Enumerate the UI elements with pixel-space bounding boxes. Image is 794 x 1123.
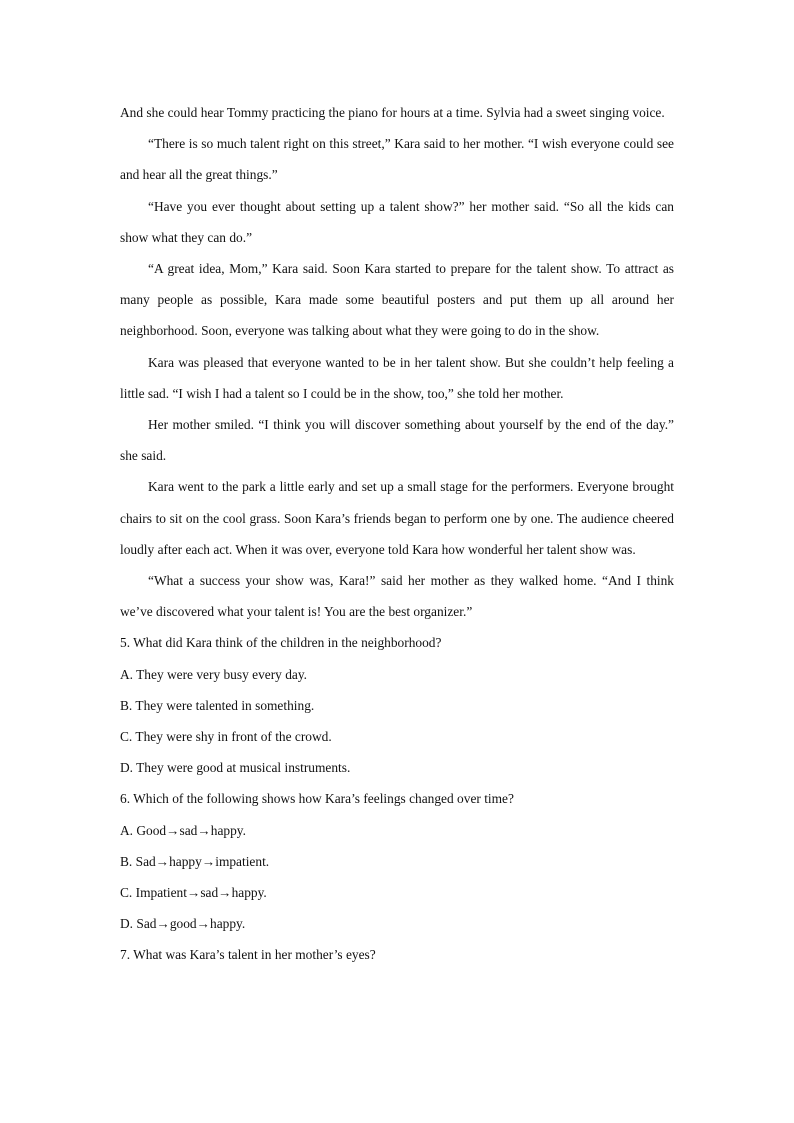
answer-option: A. Good→sad→happy. bbox=[120, 822, 246, 838]
answer-option: C. They were shy in front of the crowd. bbox=[120, 729, 332, 745]
passage-paragraph-5: Kara was pleased that everyone wanted to be in her talent show. But she couldn’t help feeling a little sad. “I wish I had a talent so I could be in the show, too,” she told her mother. bbox=[120, 354, 674, 401]
question-stem: 5. What did Kara think of the children in the neighborhood? bbox=[120, 635, 442, 651]
answer-option: B. Sad→happy→impatient. bbox=[120, 853, 270, 869]
passage-paragraph-7: Kara went to the park a little early and set up a small stage for the performers. Everyone brought chairs to sit on the cool grass. Soon Kara’s friends began to perform one by one. The audience cheered loudly after each act. When it was over, everyone told Kara how wonderful her talent show was. bbox=[120, 479, 674, 557]
reading-passage bbox=[120, 97, 674, 627]
document-page bbox=[120, 97, 674, 971]
passage-paragraph-4: “A great idea, Mom,” Kara said. Soon Kara started to prepare for the talent show. To attract as many people as possible, Kara made some beautiful posters and put them up all around her neighborhood. Soon, everyone was talking about what they were going to do in the show. bbox=[120, 261, 674, 339]
passage-paragraph-8: “What a success your show was, Kara!” said her mother as they walked home. “And I think we’ve discovered what your talent is! You are the best organizer.” bbox=[120, 573, 674, 620]
passage-paragraph-6: Her mother smiled. “I think you will discover something about yourself by the end of the day.” she said. bbox=[120, 417, 674, 464]
answer-option: A. They were very busy every day. bbox=[120, 666, 308, 682]
question-6 bbox=[120, 783, 674, 939]
question-5 bbox=[120, 627, 674, 783]
answer-option: D. They were good at musical instruments. bbox=[120, 760, 351, 776]
question-list bbox=[120, 627, 674, 970]
answer-option: D. Sad→good→happy. bbox=[120, 916, 246, 932]
passage-paragraph-2: “There is so much talent right on this street,” Kara said to her mother. “I wish everyone could see and hear all the great things.” bbox=[120, 136, 674, 183]
passage-paragraph-1: And she could hear Tommy practicing the piano for hours at a time. Sylvia had a sweet singing voice. bbox=[120, 105, 665, 120]
question-stem: 7. What was Kara’s talent in her mother’s eyes? bbox=[120, 947, 376, 963]
question-stem: 6. Which of the following shows how Kara’s feelings changed over time? bbox=[120, 791, 514, 807]
answer-option: C. Impatient→sad→happy. bbox=[120, 885, 267, 901]
question-7 bbox=[120, 939, 674, 970]
answer-option: B. They were talented in something. bbox=[120, 697, 315, 713]
passage-paragraph-3: “Have you ever thought about setting up a talent show?” her mother said. “So all the kids can show what they can do.” bbox=[120, 198, 674, 245]
